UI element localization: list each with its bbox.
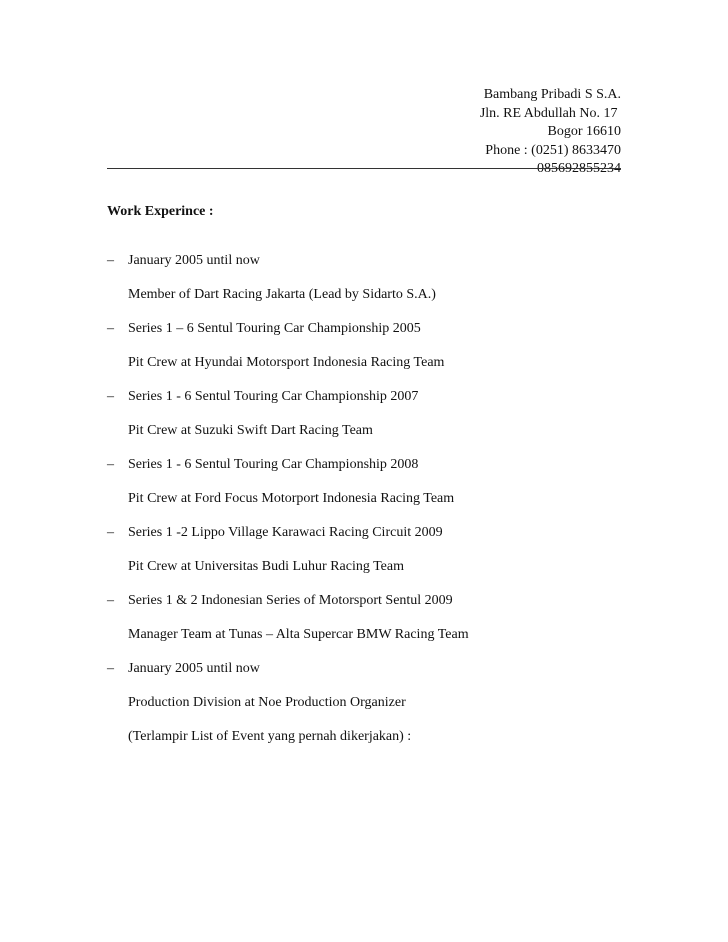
sender-phone: Phone : (0251) 8633470 — [485, 142, 621, 158]
sender-city: Bogor 16610 — [547, 124, 621, 139]
experience-item-head — [107, 389, 627, 423]
section-title: Work Experince : — [107, 204, 214, 219]
experience-period: January 2005 until now — [128, 661, 260, 676]
experience-list — [107, 253, 627, 763]
experience-item — [107, 389, 627, 457]
bullet-dash: – — [107, 321, 114, 336]
sender-address-block — [480, 86, 621, 179]
experience-item-head — [107, 457, 627, 491]
sender-name: Bambang Pribadi S S.A. — [483, 87, 621, 102]
experience-note: (Terlampir List of Event yang pernah dikerjakan) : — [128, 729, 412, 744]
experience-period: Series 1 - 6 Sentul Touring Car Championship 2007 — [128, 389, 419, 404]
experience-role: Pit Crew at Suzuki Swift Dart Racing Team — [128, 423, 373, 438]
experience-role: Pit Crew at Ford Focus Motorport Indonesia Racing Team — [128, 491, 455, 506]
experience-item-head — [107, 253, 627, 287]
experience-role: Production Division at Noe Production Organizer — [128, 695, 406, 710]
experience-period: Series 1 – 6 Sentul Touring Car Championship 2005 — [128, 321, 421, 336]
bullet-dash: – — [107, 661, 114, 676]
bullet-dash: – — [107, 593, 114, 608]
experience-role: Pit Crew at Hyundai Motorsport Indonesia Racing Team — [128, 355, 445, 370]
experience-item — [107, 321, 627, 389]
bullet-dash: – — [107, 253, 114, 268]
experience-period: Series 1 -2 Lippo Village Karawaci Racing Circuit 2009 — [128, 525, 443, 540]
bullet-dash: – — [107, 525, 114, 540]
bullet-dash: – — [107, 389, 114, 404]
experience-period: January 2005 until now — [128, 253, 260, 268]
experience-period: Series 1 & 2 Indonesian Series of Motorsport Sentul 2009 — [128, 593, 453, 608]
experience-role: Manager Team at Tunas – Alta Supercar BMW Racing Team — [128, 627, 469, 642]
experience-period: Series 1 - 6 Sentul Touring Car Championship 2008 — [128, 457, 419, 472]
experience-item — [107, 525, 627, 593]
header-divider — [107, 168, 621, 169]
experience-item — [107, 593, 627, 661]
experience-item — [107, 661, 627, 763]
bullet-dash: – — [107, 457, 114, 472]
experience-role: Member of Dart Racing Jakarta (Lead by Sidarto S.A.) — [128, 287, 436, 302]
experience-item-head — [107, 593, 627, 627]
sender-mobile: 085692855234 — [537, 161, 621, 176]
experience-item-head — [107, 321, 627, 355]
experience-item-head — [107, 661, 627, 695]
experience-item-head — [107, 525, 627, 559]
experience-item — [107, 253, 627, 321]
sender-street: Jln. RE Abdullah No. 17 — [479, 105, 621, 121]
experience-item — [107, 457, 627, 525]
experience-role: Pit Crew at Universitas Budi Luhur Racing Team — [128, 559, 404, 574]
